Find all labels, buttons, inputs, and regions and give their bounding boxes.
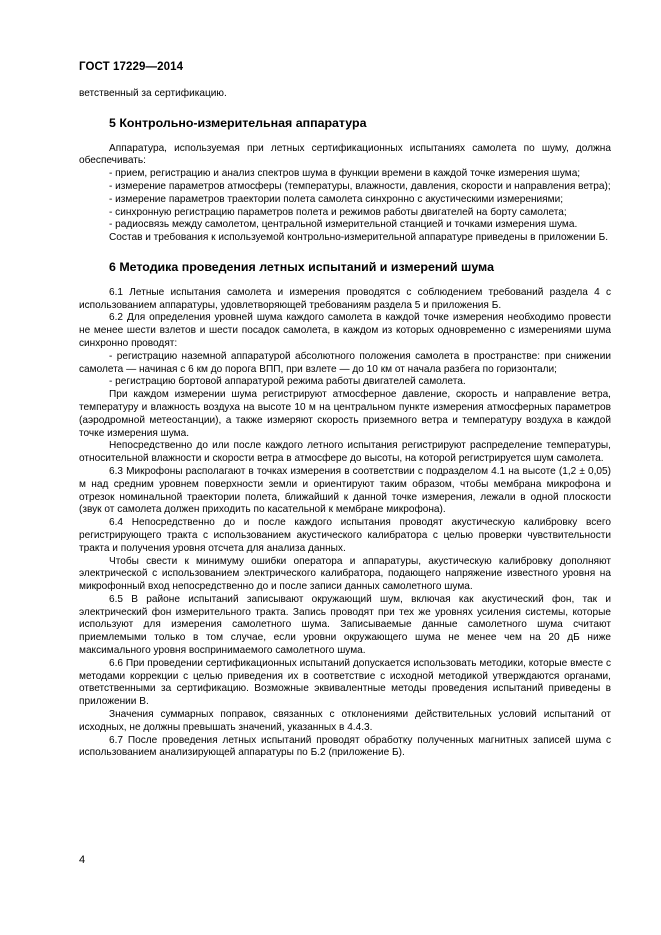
section-5-paragraph: - радиосвязь между самолетом, центральной измерительной станцией и точками измерения шума. [109,219,578,231]
section-6-paragraph: 6.6 При проведении сертификационных испытаний допускается использовать методики, которые вместе с методами коррекции с целью приведения их в соответствие с исходной методикой утверждаются органами, ответственными за сертификацию. Возможные эквивалентные методы проведения испытаний приведены в приложении В. [79,657,611,708]
section-5-paragraph: - измерение параметров атмосферы (температуры, влажности, давления, скорости и направления ветра); [109,180,611,192]
section-6-paragraph: 6.5 В районе испытаний записывают окружающий шум, включая как акустический фон, так и электрический фон измерительного тракта. Запись проводят при тех же уровнях усиления системы, которые используют для измерения самолетного шума. Записываемые данные самолетного шума считают приемлемыми только в том случае, если уровни окружающего шума не менее чем на 20 дБ ниже максимального уровня воспринимаемого самолетного шума. [79,593,611,657]
section-6-paragraph: Чтобы свести к минимуму ошибки оператора и аппаратуры, акустическую калибровку дополняют электрической с использованием электрического калибратора, подающего напряжение известного уровня на микрофонный вход непосредственно до и после записи данных самолетного шума. [79,555,611,593]
section-5-paragraph: - прием, регистрацию и анализ спектров шума в функции времени в каждой точке измерения шума; [109,168,581,180]
section-6-paragraph: При каждом измерении шума регистрируют атмосферное давление, скорость и направление ветра, температуру и влажность воздуха на высоте 10 м на центральном пункте измерения атмосферных параметров (аэродромной метеостанции), а также измеряют скорость приземного ветра и температуру воздуха в каждой точке измерения шума. [79,389,611,439]
section-5-title: 5 Контрольно-измерительная аппаратура [109,115,367,130]
section-5-paragraph: Аппаратура, используемая при летных сертификационных испытаниях самолета по шуму, должна обеспечивать: [79,142,611,167]
section-6-paragraph: Непосредственно до или после каждого летного испытания регистрируют распределение температуры, относительной влажности и скорости ветра в атмосфере до высоты, на которой регистрируется шум самолета. [79,440,611,465]
continuation-text: ветственный за сертификацию. [79,88,227,99]
section-6-paragraph: 6.2 Для определения уровней шума каждого самолета в каждой точке измерения необходимо провести не менее шести взлетов и шести посадок самолета, в каждом из которых одновременно с измерениями шума синхронно проводят: [79,312,611,349]
section-5-paragraph: - синхронную регистрацию параметров полета и режимов работы двигателей на борту самолета; [109,206,567,218]
section-5-paragraph: Состав и требования к используемой контрольно-измерительной аппаратуре приведены в приложении Б. [109,232,609,244]
section-6-paragraph: 6.4 Непосредственно до и после каждого испытания проводят акустическую калибровку всего регистрирующего тракта с использованием акустического калибратора с целью проверки чувствительности тракта и получения уровня отсчета для анализа данных. [79,517,611,554]
section-6-title: 6 Методика проведения летных испытаний и измерений шума [109,259,494,274]
section-6-paragraph: 6.7 После проведения летных испытаний проводят обработку полученных магнитных записей шума с использованием анализирующей аппаратуры по Б.2 (приложение Б). [79,734,611,759]
section-6-paragraph: - регистрацию наземной аппаратурой абсолютного положения самолета в пространстве: при снижении самолета — начиная с 6 км до порога ВПП, при взлете — до 10 км от начала разбега по горизонтали; [79,350,611,375]
document-body [79,88,611,760]
section-5-paragraph: - измерение параметров траектории полета самолета синхронно с акустическими измерениями; [109,193,564,205]
section-6-paragraph: - регистрацию бортовой аппаратурой режима работы двигателей самолета. [109,376,466,388]
section-6-paragraph: 6.3 Микрофоны располагают в точках измерения в соответствии с подразделом 4.1 на высоте (1,2 ± 0,05) м над средним уровнем поверхности земли и ориентируют таким образом, чтобы мембрана микрофона и отрезок номинальной траектории полета, ближайший к данной точке измерения, лежали в одной плоскости (звук от самолета должен приходить по касательной к мембране микрофона). [79,465,611,516]
section-6-paragraph: Значения суммарных поправок, связанных с отклонениями действительных условий испытаний от исходных, не должны превышать значений, указанных в 4.4.3. [79,709,611,733]
section-6-paragraph: 6.1 Летные испытания самолета и измерения проводятся с соблюдением требований раздела 4 с использованием аппаратуры, удовлетворяющей требованиям раздела 5 и приложения Б. [79,286,611,311]
document-header: ГОСТ 17229—2014 [79,61,184,73]
page-number: 4 [79,854,86,866]
